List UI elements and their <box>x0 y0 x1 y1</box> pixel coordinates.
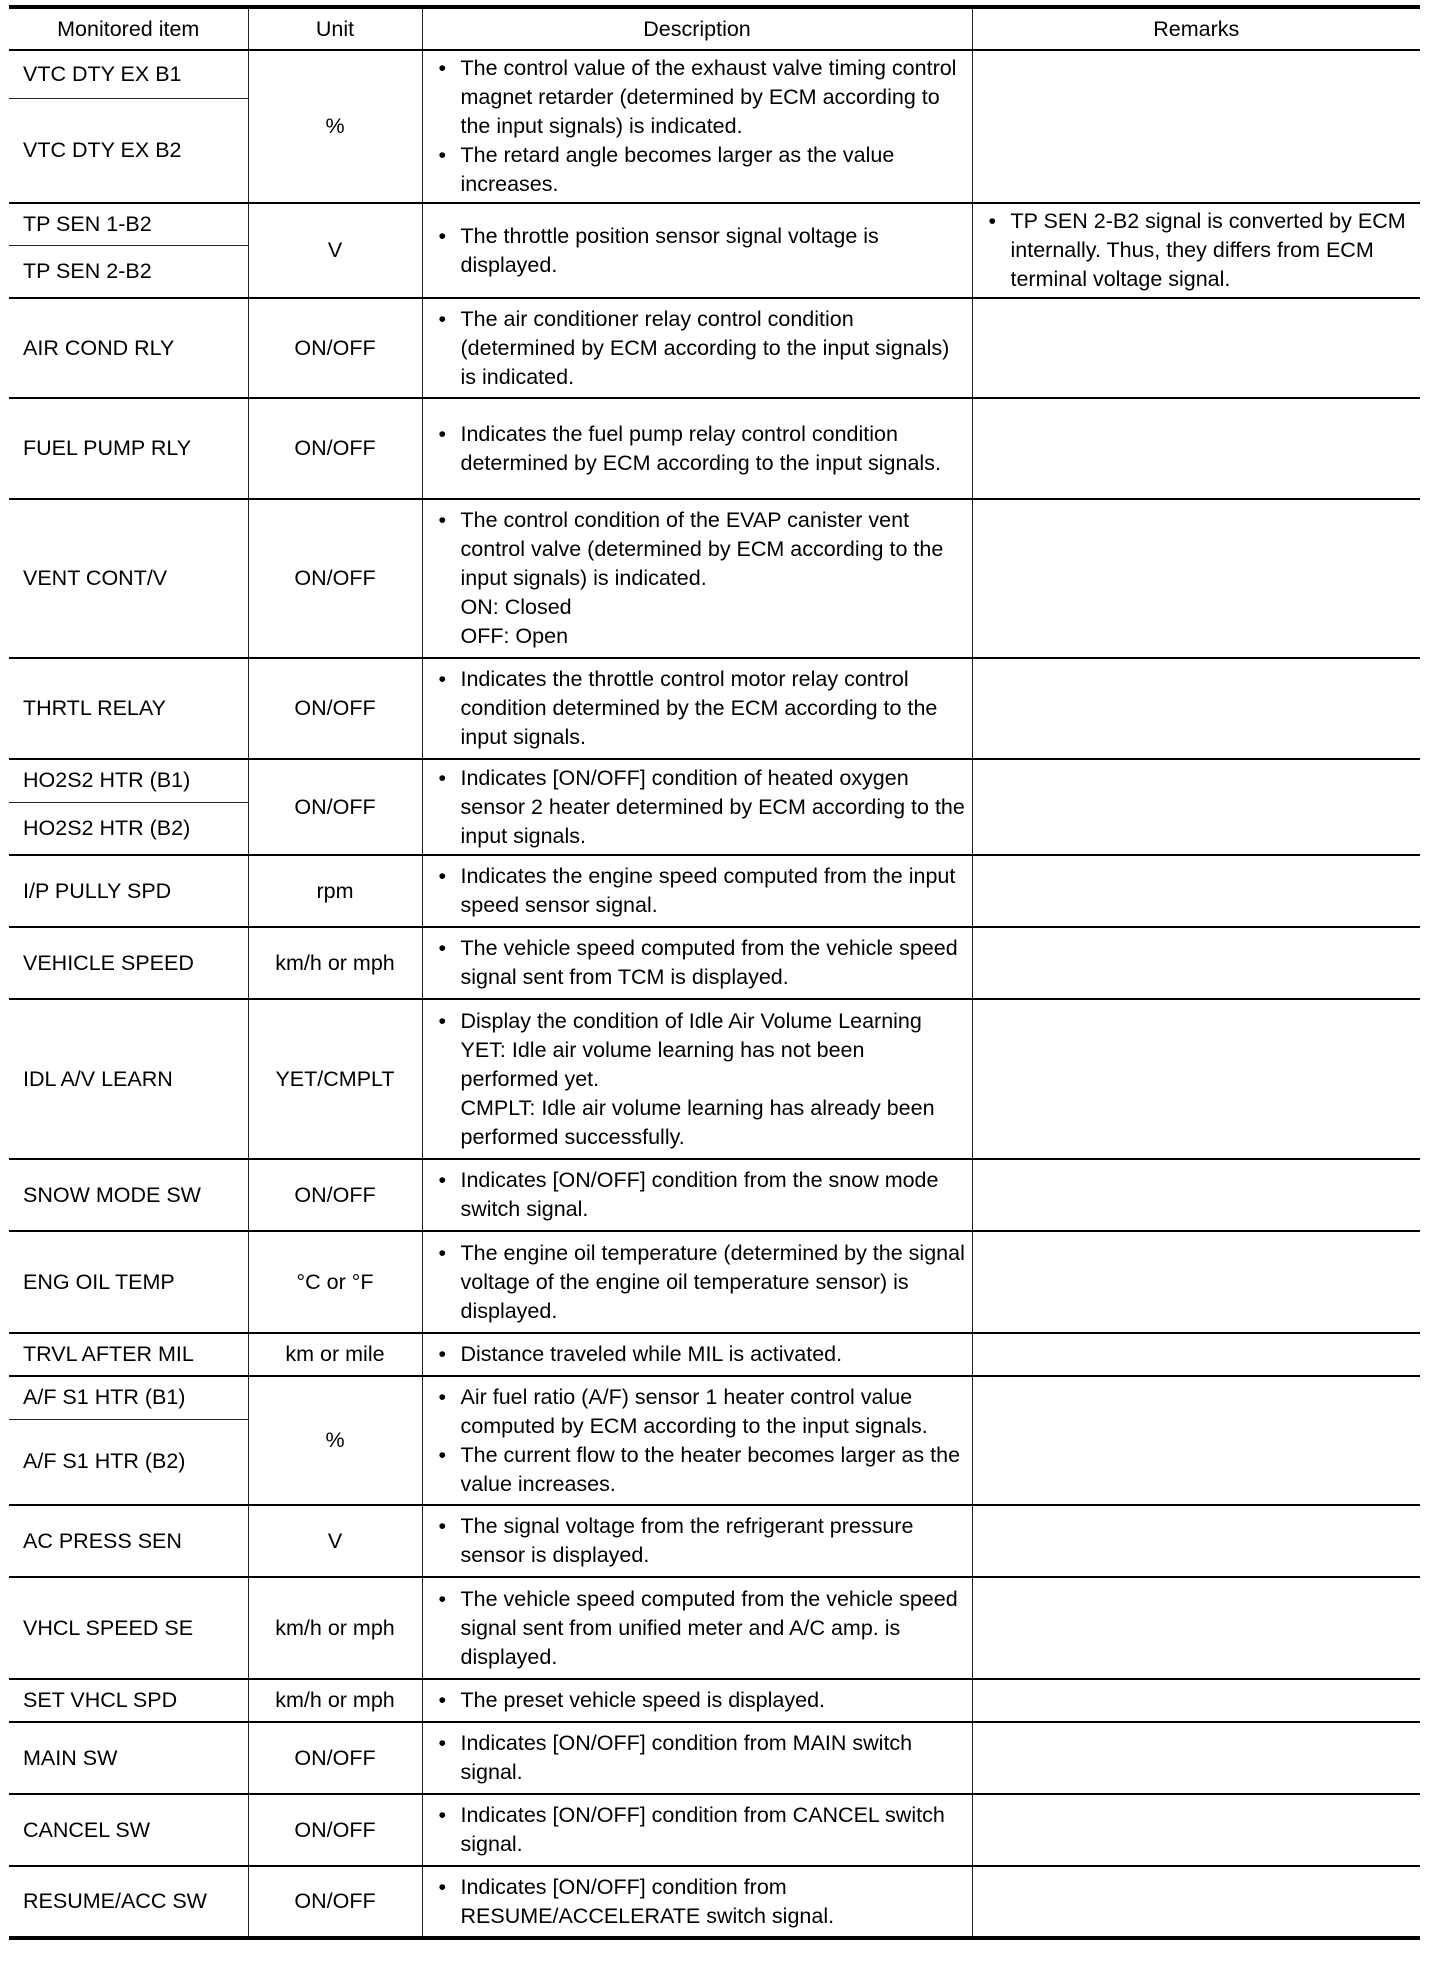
table-row <box>9 1866 1420 1938</box>
table-row <box>9 927 1420 999</box>
description-bullet: • The retard angle becomes larger as the value increases. <box>431 141 966 199</box>
table-row <box>9 203 1420 245</box>
unit-cell: °C or °F <box>248 1231 422 1333</box>
description-cell <box>422 1577 972 1679</box>
remarks-cell <box>972 1505 1420 1577</box>
remarks-cell <box>972 658 1420 759</box>
description-line: OFF: Open <box>460 624 569 648</box>
table-row <box>9 1505 1420 1577</box>
table-row <box>9 50 1420 99</box>
description-cell <box>422 1376 972 1505</box>
description-cell <box>422 1159 972 1231</box>
description-bullet: • Air fuel ratio (A/F) sensor 1 heater control value computed by ECM according to the input signals. <box>431 1383 966 1441</box>
unit-cell: ON/OFF <box>248 398 422 499</box>
description-bullet: • The air conditioner relay control condition (determined by ECM according to the input signals) is indicated. <box>431 305 966 392</box>
unit-cell: km/h or mph <box>248 1679 422 1722</box>
description-bullet: • The control condition of the EVAP canister vent control valve (determined by ECM according to the input signals) is indicated. <box>431 506 966 593</box>
monitored-item-cell: TP SEN 1-B2 <box>9 203 248 245</box>
description-bullet: • The preset vehicle speed is displayed. <box>431 1686 966 1715</box>
description-bullet: • Indicates [ON/OFF] condition from RESUME/ACCELERATE switch signal. <box>431 1873 966 1931</box>
unit-cell: km/h or mph <box>248 927 422 999</box>
table-row <box>9 1159 1420 1231</box>
monitored-item-cell: A/F S1 HTR (B2) <box>9 1419 248 1505</box>
table-row <box>9 855 1420 927</box>
description-cell <box>422 658 972 759</box>
monitored-item-cell: HO2S2 HTR (B2) <box>9 802 248 855</box>
description-cell <box>422 398 972 499</box>
monitored-item-cell: FUEL PUMP RLY <box>9 398 248 499</box>
unit-cell: ON/OFF <box>248 1159 422 1231</box>
remarks-cell <box>972 1679 1420 1722</box>
description-bullet: • Indicates [ON/OFF] condition from the snow mode switch signal. <box>431 1166 966 1224</box>
unit-cell: ON/OFF <box>248 1794 422 1866</box>
monitored-item-cell: THRTL RELAY <box>9 658 248 759</box>
remarks-cell <box>972 499 1420 658</box>
unit-cell: km or mile <box>248 1333 422 1376</box>
description-bullet: • Indicates the throttle control motor relay control condition determined by the ECM according to the input signals. <box>431 665 966 752</box>
unit-cell: ON/OFF <box>248 499 422 658</box>
description-cell <box>422 1333 972 1376</box>
monitored-item-cell: CANCEL SW <box>9 1794 248 1866</box>
table-row <box>9 1333 1420 1376</box>
unit-cell: % <box>248 1376 422 1505</box>
monitored-item-cell: SET VHCL SPD <box>9 1679 248 1722</box>
remarks-cell <box>972 1722 1420 1794</box>
table-row <box>9 298 1420 398</box>
monitored-item-cell: VTC DTY EX B2 <box>9 99 248 203</box>
monitored-item-cell: SNOW MODE SW <box>9 1159 248 1231</box>
unit-cell: V <box>248 203 422 298</box>
description-bullet: • The control value of the exhaust valve timing control magnet retarder (determined by ECM according to the input signals) is indicated. <box>431 54 966 141</box>
description-bullet: • Distance traveled while MIL is activated. <box>431 1340 966 1369</box>
remarks-cell <box>972 927 1420 999</box>
description-bullet: • The engine oil temperature (determined by the signal voltage of the engine oil temperature sensor) is displayed. <box>431 1239 966 1326</box>
monitored-item-cell: VHCL SPEED SE <box>9 1577 248 1679</box>
table-row <box>9 999 1420 1159</box>
remarks-cell <box>972 759 1420 855</box>
remarks-cell <box>972 1577 1420 1679</box>
description-cell <box>422 499 972 658</box>
remarks-cell <box>972 1231 1420 1333</box>
description-cell <box>422 298 972 398</box>
monitored-item-cell: VEHICLE SPEED <box>9 927 248 999</box>
description-bullet: • Indicates [ON/OFF] condition of heated oxygen sensor 2 heater determined by ECM according to the input signals. <box>431 764 966 851</box>
header-row <box>9 7 1420 50</box>
description-line: CMPLT: Idle air volume learning has already been performed successfully. <box>460 1095 935 1149</box>
monitored-items-table <box>9 5 1420 1940</box>
remarks-cell <box>972 1794 1420 1866</box>
remarks-cell <box>972 203 1420 298</box>
monitored-item-cell: HO2S2 HTR (B1) <box>9 759 248 802</box>
monitored-item-cell: VENT CONT/V <box>9 499 248 658</box>
table-row <box>9 1577 1420 1679</box>
description-cell <box>422 1866 972 1938</box>
monitored-item-cell: VTC DTY EX B1 <box>9 50 248 99</box>
description-line: YET: Idle air volume learning has not been performed yet. <box>460 1037 865 1091</box>
unit-cell: km/h or mph <box>248 1577 422 1679</box>
monitored-item-cell: RESUME/ACC SW <box>9 1866 248 1938</box>
description-cell <box>422 759 972 855</box>
description-bullet: • The vehicle speed computed from the vehicle speed signal sent from TCM is displayed. <box>431 934 966 992</box>
monitored-item-cell: IDL A/V LEARN <box>9 999 248 1159</box>
remarks-cell <box>972 1159 1420 1231</box>
monitored-item-cell: AIR COND RLY <box>9 298 248 398</box>
header-description: Description <box>422 7 972 50</box>
monitored-item-cell: ENG OIL TEMP <box>9 1231 248 1333</box>
remarks-cell <box>972 1866 1420 1938</box>
description-bullet: • The current flow to the heater becomes larger as the value increases. <box>431 1441 966 1499</box>
header-monitored-item: Monitored item <box>9 7 248 50</box>
unit-cell: ON/OFF <box>248 658 422 759</box>
unit-cell: ON/OFF <box>248 1722 422 1794</box>
table-row <box>9 1231 1420 1333</box>
monitored-item-cell: TRVL AFTER MIL <box>9 1333 248 1376</box>
description-cell <box>422 203 972 298</box>
table-row <box>9 1679 1420 1722</box>
table-row <box>9 759 1420 802</box>
table-row <box>9 1794 1420 1866</box>
description-line: ON: Closed <box>460 595 572 619</box>
description-bullet: • Display the condition of Idle Air Volume Learning <box>431 1007 966 1036</box>
unit-cell: ON/OFF <box>248 1866 422 1938</box>
unit-cell: YET/CMPLT <box>248 999 422 1159</box>
table-row <box>9 658 1420 759</box>
monitored-item-cell: A/F S1 HTR (B1) <box>9 1376 248 1419</box>
monitored-item-cell: I/P PULLY SPD <box>9 855 248 927</box>
remarks-cell <box>972 855 1420 927</box>
description-cell <box>422 855 972 927</box>
remarks-cell <box>972 999 1420 1159</box>
description-cell <box>422 50 972 203</box>
description-bullet: • Indicates [ON/OFF] condition from CANCEL switch signal. <box>431 1801 966 1859</box>
unit-cell: % <box>248 50 422 203</box>
header-unit: Unit <box>248 7 422 50</box>
description-cell <box>422 1794 972 1866</box>
unit-cell: V <box>248 1505 422 1577</box>
remarks-bullet: • TP SEN 2-B2 signal is converted by ECM internally. Thus, they differs from ECM terminal voltage signal. <box>981 207 1415 294</box>
description-bullet: • The throttle position sensor signal voltage is displayed. <box>431 222 966 280</box>
remarks-cell <box>972 398 1420 499</box>
remarks-cell <box>972 1333 1420 1376</box>
unit-cell: ON/OFF <box>248 298 422 398</box>
description-cell <box>422 1231 972 1333</box>
description-bullet: • Indicates [ON/OFF] condition from MAIN switch signal. <box>431 1729 966 1787</box>
description-bullet: • Indicates the engine speed computed from the input speed sensor signal. <box>431 862 966 920</box>
description-cell <box>422 927 972 999</box>
monitored-item-cell: MAIN SW <box>9 1722 248 1794</box>
remarks-cell <box>972 1376 1420 1505</box>
monitored-item-cell: AC PRESS SEN <box>9 1505 248 1577</box>
remarks-cell <box>972 50 1420 203</box>
table-row <box>9 1376 1420 1419</box>
unit-cell: rpm <box>248 855 422 927</box>
description-bullet: • The vehicle speed computed from the vehicle speed signal sent from unified meter and A/C amp. is displayed. <box>431 1585 966 1672</box>
table-row <box>9 499 1420 658</box>
description-bullet: • The signal voltage from the refrigerant pressure sensor is displayed. <box>431 1512 966 1570</box>
table-row <box>9 1722 1420 1794</box>
description-cell <box>422 999 972 1159</box>
header-remarks: Remarks <box>972 7 1420 50</box>
description-bullet: • Indicates the fuel pump relay control condition determined by ECM according to the input signals. <box>431 420 966 478</box>
monitored-item-cell: TP SEN 2-B2 <box>9 245 248 298</box>
description-cell <box>422 1505 972 1577</box>
remarks-cell <box>972 298 1420 398</box>
description-cell <box>422 1722 972 1794</box>
table-header <box>9 7 1420 50</box>
unit-cell: ON/OFF <box>248 759 422 855</box>
table-body <box>9 50 1420 1938</box>
table-row <box>9 398 1420 499</box>
description-cell <box>422 1679 972 1722</box>
